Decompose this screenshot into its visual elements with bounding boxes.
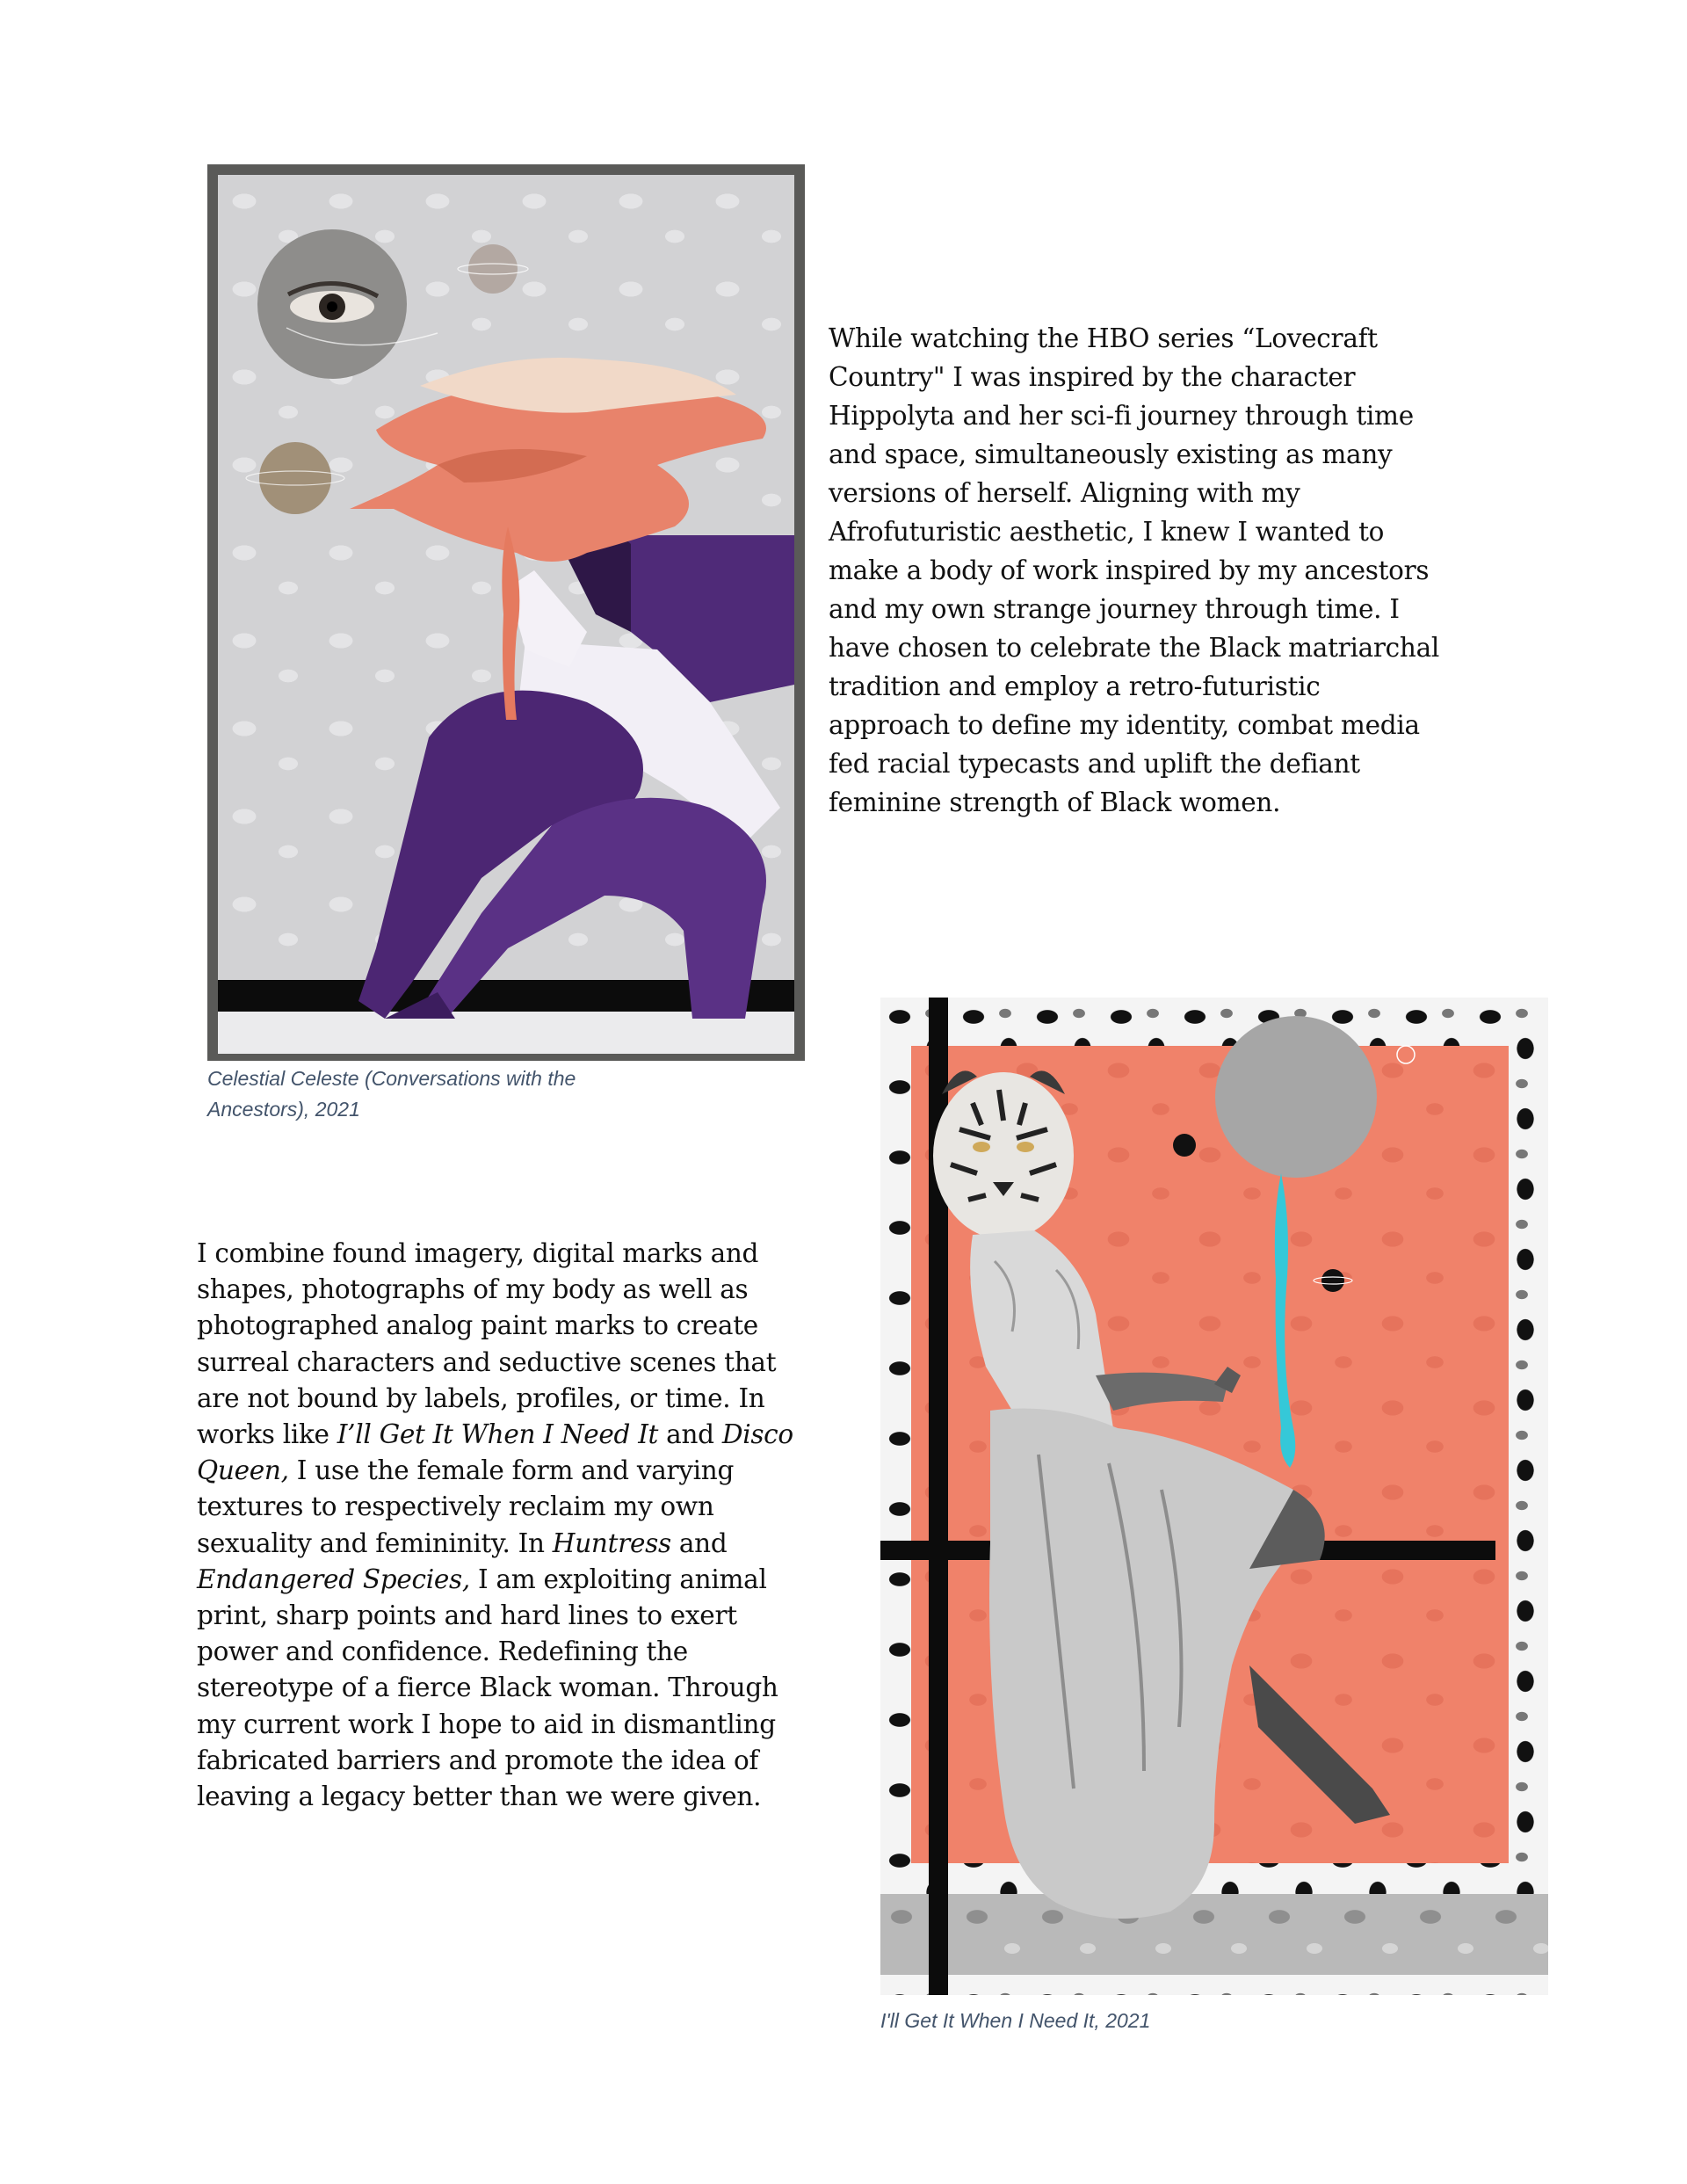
artwork-title: Disco — [721, 1419, 793, 1450]
artist-statement-paragraph-1 — [829, 319, 1531, 822]
text-line: leaving a legacy better than we were given. — [197, 1781, 762, 1812]
purple-figure — [358, 520, 794, 1019]
black-planet — [1173, 1134, 1196, 1157]
text-line: feminine strength of Black women. — [829, 787, 1281, 817]
text-line: fed racial typecasts and uplift the defiant — [829, 749, 1360, 779]
artwork-title: Endangered Species, — [197, 1564, 470, 1594]
black-planet — [1321, 1269, 1344, 1292]
artist-statement-paragraph-2 — [197, 1236, 865, 1815]
text-run: I use the female form and varying — [288, 1455, 735, 1486]
small-planet — [468, 244, 518, 294]
text-run: I am exploiting animal — [469, 1564, 767, 1594]
collage-illustration — [880, 998, 1548, 1995]
artwork-title: Huntress — [552, 1527, 671, 1558]
text-line — [197, 1526, 865, 1562]
text-line: stereotype of a fierce Black woman. Through — [197, 1672, 778, 1703]
text-line: Afrofuturistic aesthetic, I knew I wanted to — [829, 517, 1385, 547]
artwork2-caption: I'll Get It When I Need It, 2021 — [880, 2009, 1151, 2032]
text-line: photographed analog paint marks to create — [197, 1310, 758, 1341]
text-line: fabricated barriers and promote the idea of — [197, 1745, 759, 1775]
leopard-print-background — [218, 175, 794, 1054]
seated-figure — [970, 1230, 1390, 1919]
artwork-title: Queen, — [197, 1455, 289, 1486]
text-line: my current work I hope to aid in dismantling — [197, 1709, 776, 1739]
text-line: tradition and employ a retro-futuristic — [829, 671, 1321, 701]
artwork1-caption — [207, 1063, 576, 1125]
text-line: Country" I was inspired by the character — [829, 362, 1356, 392]
text-line: print, sharp points and hard lines to exert — [197, 1600, 737, 1631]
text-line: make a body of work inspired by my ancestors — [829, 555, 1430, 585]
text-line: and my own strange journey through time. I — [829, 594, 1400, 624]
text-run: and — [670, 1527, 728, 1558]
grey-moon — [1215, 1016, 1377, 1178]
text-line: have chosen to celebrate the Black matriarchal — [829, 633, 1440, 663]
artwork-celestial-celeste — [207, 164, 805, 1061]
artwork-title: I’ll Get It When I Need It — [337, 1419, 659, 1450]
tiger-head — [933, 1070, 1074, 1239]
text-run: and — [658, 1419, 722, 1450]
text-line: are not bound by labels, profiles, or time. In — [197, 1382, 765, 1413]
text-line: Hippolyta and her sci-fi journey through time — [829, 401, 1414, 431]
text-line: approach to define my identity, combat media — [829, 710, 1420, 740]
caption-line: Celestial Celeste (Conversations with the — [207, 1067, 576, 1090]
text-line: versions of herself. Aligning with my — [829, 478, 1300, 508]
text-line: textures to respectively reclaim my own — [197, 1491, 714, 1522]
text-line: surreal characters and seductive scenes that — [197, 1346, 777, 1377]
text-line: shapes, photographs of my body as well as — [197, 1274, 749, 1305]
caption-line: Ancestors), 2021 — [207, 1098, 360, 1121]
tan-planet — [259, 442, 331, 514]
text-line: power and confidence. Redefining the — [197, 1636, 688, 1667]
text-line — [197, 1562, 865, 1598]
text-run: works like — [197, 1419, 337, 1450]
text-run: sexuality and femininity. In — [197, 1527, 553, 1558]
text-line: While watching the HBO series “Lovecraft — [829, 323, 1378, 353]
text-line — [197, 1453, 865, 1489]
text-line: I combine found imagery, digital marks and — [197, 1238, 759, 1268]
text-line: and space, simultaneously existing as many — [829, 439, 1393, 469]
text-line — [197, 1417, 865, 1453]
artwork-ill-get-it-when-i-need-it — [880, 998, 1548, 1995]
cyan-drip — [1275, 1173, 1295, 1468]
collage-illustration — [218, 175, 794, 1054]
